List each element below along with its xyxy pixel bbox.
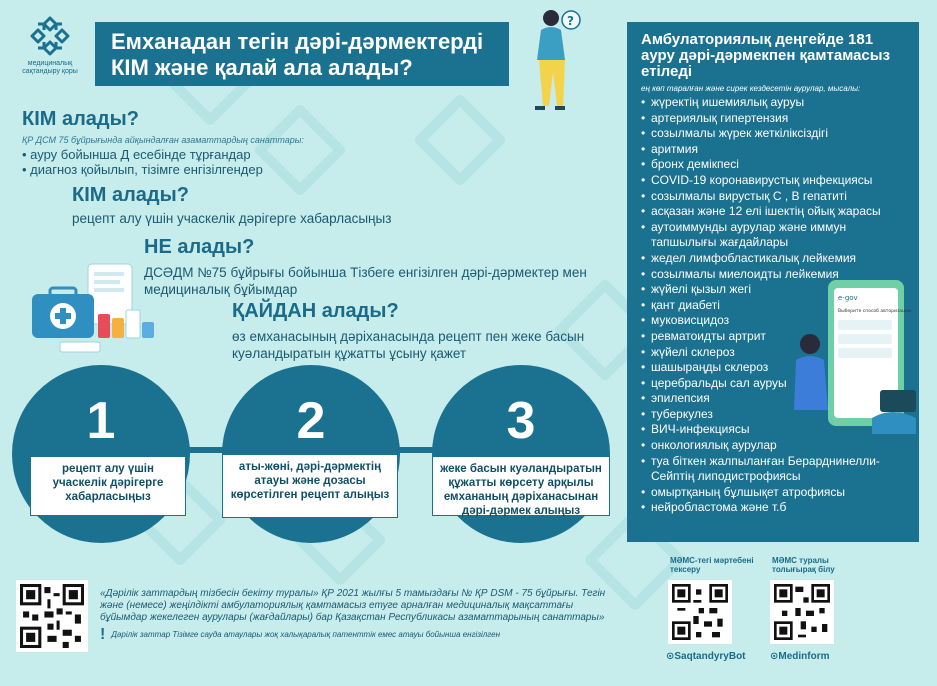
- disease-item: • аутоиммунды аурулар және иммун тапшылығы жағдайлары: [641, 220, 905, 251]
- list-item: • ауру бойынша Д есебінде тұрғандар: [22, 147, 251, 162]
- ne-heading: НЕ алады?: [144, 236, 255, 258]
- disease-item: • артериялық гипертензия: [641, 111, 905, 127]
- disease-item: • нейробластома және т.б: [641, 500, 905, 516]
- disease-item: • COVID-19 коронавирустық инфекциясы: [641, 173, 905, 189]
- medinform-handle[interactable]: ⊙Medinform: [770, 651, 830, 662]
- qr-code-main[interactable]: [16, 580, 88, 652]
- step-number: 2: [296, 392, 326, 450]
- footer-note: [100, 626, 620, 644]
- qr-caption-1: МӘМС-тегі мәртебені тексеру: [670, 556, 754, 574]
- disease-item: • ВИЧ-инфекциясы: [641, 422, 905, 438]
- kim-heading-2: КІМ алады?: [72, 184, 189, 206]
- step-text-1: рецепт алу үшін учаскелік дәрігерге хабарласыңыз: [30, 456, 186, 516]
- svg-text:?: ?: [567, 14, 574, 28]
- list-item: • диагноз қойылып, тізімге енгізілгендер: [22, 162, 263, 177]
- disease-item: • онкологиялық аурулар: [641, 438, 905, 454]
- disease-item: • жүйелі склероз: [641, 345, 905, 361]
- disease-item: • туберкулез: [641, 407, 905, 423]
- disease-item: • қант диабеті: [641, 298, 905, 314]
- qr-caption-2: МӘМС туралы толығырақ білу: [772, 556, 835, 574]
- footer-text: «Дәрілік заттардың тізбесін бекіту туралы» ҚР 2021 жылғы 5 тамыздағы № ҚР DSM - 75 бұйрығы. Тегін және (немесе) жеңілдікті амбулаториялық қамтамасыз етуге арналған медициналық мақсаттағы бұйымдар жекелеген аурулары (жағдайлары) бар Қазақстан Республикасы азаматтарының санаттары»: [100, 588, 606, 623]
- snowflake-icon: [28, 14, 72, 58]
- kim-subtitle: ҚР ДСМ 75 бұйрығында айқындалған азаматтардың санаттары:: [22, 135, 304, 145]
- woman-illustration: [515, 6, 585, 112]
- disease-item: • эпилепсия: [641, 391, 905, 407]
- qr-icon: [672, 584, 728, 640]
- bot-handle[interactable]: ⊙SaqtandyryBot: [666, 651, 746, 662]
- disease-item: • бронх демікпесі: [641, 157, 905, 173]
- disease-item: • созылмалы миелоидты лейкемия: [641, 267, 905, 283]
- phone-header: e-gov: [838, 294, 858, 302]
- exclamation-icon: !: [100, 626, 106, 643]
- qr-icon: [20, 584, 84, 648]
- kim-heading-1: КІМ алады?: [22, 108, 139, 130]
- phone-illustration: [790, 280, 920, 440]
- step-number: 1: [86, 392, 116, 450]
- disease-item: • туа біткен жалпыланған Берарднинелли-Сейптің липодистрофиясы: [641, 454, 905, 485]
- qaidan-text: өз емханасының дәріханасында рецепт пен жеке басын куәландыратын құжатты ұсыну қажет: [232, 329, 585, 361]
- qr-code-saqtandyry[interactable]: [668, 580, 732, 644]
- disease-item: • церебральды сал ауруы: [641, 376, 905, 392]
- disease-item: • жүйелі қызыл жегі: [641, 282, 905, 298]
- disease-item: • жедел лимфобластикалық лейкемия: [641, 251, 905, 267]
- disease-item: • жүректің ишемиялық ауруы: [641, 95, 905, 111]
- qaidan-heading: ҚАЙДАН алады?: [232, 300, 399, 322]
- kim-list: [22, 147, 263, 177]
- disease-item: • шашыраңды склероз: [641, 360, 905, 376]
- qr-code-medinform[interactable]: [770, 580, 834, 644]
- kim-text: рецепт алу үшін учаскелік дәрігерге хабарласыңыз: [72, 211, 392, 226]
- ne-text: ДСӘДМ №75 бұйрығы бойынша Тізбеге енгізілген дәрі-дәрмектер мен медициналық бұйымдар: [144, 265, 587, 297]
- footer-note-text: Дәрілік заттар Тізімге сауда атаулары жоқ халықаралық патенттік емес атауы бойынша енгізілген: [111, 630, 501, 640]
- disease-item: • созылмалы жүрек жеткіліксіздігі: [641, 126, 905, 142]
- panel-subtitle: ең көп таралған және сирек кездесетін аурулар, мысалы:: [641, 84, 861, 93]
- step-circle-1: [12, 365, 190, 543]
- page-title: Емханадан тегін дәрі-дәрмектерді КІМ және қалай ала алады?: [95, 22, 509, 86]
- step-text-3: жеке басын куәландыратын құжатты көрсету арқылы емхананың дәріханасынан дәрі-дәрмек алыңыз: [432, 456, 610, 516]
- phone-title: Выберите способ авторизации: [838, 309, 912, 314]
- disease-item: • асқазан және 12 елі ішектің ойық жарасы: [641, 204, 905, 220]
- logo-text: медициналық сақтандыру қоры: [22, 60, 78, 75]
- disease-item: • ревматоидты артрит: [641, 329, 905, 345]
- fund-logo: [18, 14, 82, 76]
- step-number: 3: [506, 392, 536, 450]
- medkit-illustration: [24, 262, 160, 358]
- step-text-2: аты-жөні, дәрі-дәрмектің атауы және дозасы көрсетілген рецепт алыңыз: [222, 454, 398, 518]
- disease-item: • аритмия: [641, 142, 905, 158]
- qr-icon: [774, 584, 830, 640]
- disease-item: • созылмалы вирустық С , В гепатиті: [641, 189, 905, 205]
- disease-item: • омыртқаның бұлшықет атрофиясы: [641, 485, 905, 501]
- disease-item: • муковисцидоз: [641, 313, 905, 329]
- panel-title: Амбулаториялық деңгейде 181 ауру дәрі-дәрмекпен қамтамасыз етіледі: [641, 31, 891, 80]
